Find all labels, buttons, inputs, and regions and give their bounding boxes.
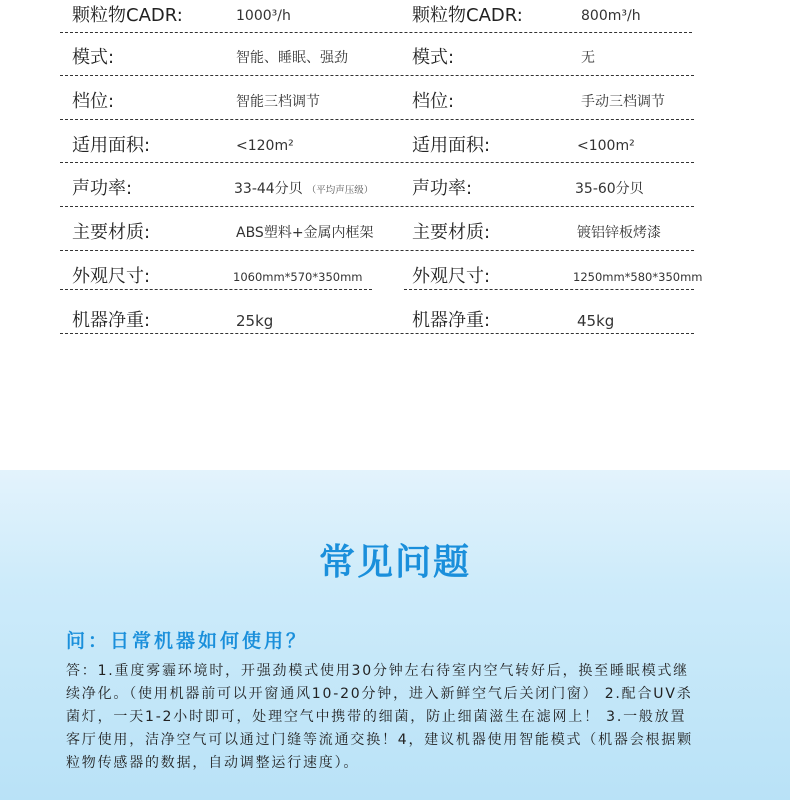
spec-label-left: 适用面积: — [72, 135, 151, 156]
spec-value-note: （平均声压级） — [306, 185, 374, 196]
spec-value-left: 智能、睡眠、强劲 — [236, 50, 348, 66]
spec-label-left: 颗粒物CADR: — [72, 5, 183, 26]
spec-value-left: 1060mm*570*350mm — [233, 270, 363, 284]
spec-value-right: 镀铝锌板烤漆 — [577, 225, 661, 241]
spec-label-left: 档位: — [72, 91, 115, 112]
spec-row — [60, 255, 703, 299]
faq-answer: 答：1.重度雾霾环境时，开强劲模式使用30分钟左右待室内空气转好后，换至睡眠模式继续净化。（使用机器前可以开窗通风10-20分钟，进入新鲜空气后关闭门窗） 2.配合UV杀菌灯，一天1-2小时即可，处理空气中携带的细菌，防止细菌滋生在滤网上！ 3.一般放置客厅使用，洁净空气可以通过门缝等流通交换！4，建议机器使用智能模式（机器会根据颗粒物传感器的数据，自动调整运行速度）。 — [66, 663, 693, 771]
spec-row — [60, 299, 696, 343]
faq-question: 问：日常机器如何使用？ — [66, 630, 309, 652]
faq-section — [0, 470, 790, 800]
row-divider — [60, 119, 694, 120]
row-divider — [60, 333, 694, 334]
spec-label-right: 适用面积: — [412, 135, 491, 156]
spec-row — [60, 36, 696, 80]
spec-value-left: <120m² — [236, 138, 294, 154]
spec-value-right: 45kg — [577, 312, 615, 330]
spec-row — [60, 80, 696, 124]
spec-label-right: 档位: — [412, 91, 455, 112]
spec-label-right: 外观尺寸: — [412, 266, 491, 287]
spec-label-right: 声功率: — [412, 178, 473, 199]
spec-value-text: 33-44分贝 — [234, 181, 303, 197]
row-divider — [60, 250, 694, 251]
row-divider — [60, 32, 692, 33]
row-divider — [60, 162, 694, 163]
spec-value-left — [234, 167, 373, 211]
spec-row — [60, 211, 696, 255]
spec-value-right: 800m³/h — [581, 8, 641, 24]
spec-value-right: 1250mm*580*350mm — [573, 270, 703, 284]
row-divider — [404, 289, 694, 290]
spec-label-left: 外观尺寸: — [72, 266, 151, 287]
spec-label-left: 模式: — [72, 47, 115, 68]
spec-value-right: 35-60分贝 — [575, 181, 644, 197]
spec-label-left: 机器净重: — [72, 310, 151, 331]
row-divider — [60, 206, 694, 207]
row-divider — [60, 75, 694, 76]
spec-label-right: 模式: — [412, 47, 455, 68]
spec-label-right: 主要材质: — [412, 222, 491, 243]
spec-value-right: <100m² — [577, 138, 635, 154]
spec-value-left: 1000³/h — [236, 8, 291, 24]
spec-value-left: 智能三档调节 — [236, 94, 320, 110]
row-divider — [60, 289, 372, 290]
spec-value-right: 手动三档调节 — [581, 94, 665, 110]
spec-label-right: 颗粒物CADR: — [412, 5, 523, 26]
spec-row — [60, 167, 696, 211]
spec-label-left: 声功率: — [72, 178, 133, 199]
faq-title: 常见问题 — [318, 542, 471, 583]
spec-value-right: 无 — [581, 50, 595, 66]
spec-value-left: 25kg — [236, 312, 274, 330]
spec-value-left: ABS塑料+金属内框架 — [236, 225, 374, 241]
spec-label-left: 主要材质: — [72, 222, 151, 243]
spec-label-right: 机器净重: — [412, 310, 491, 331]
